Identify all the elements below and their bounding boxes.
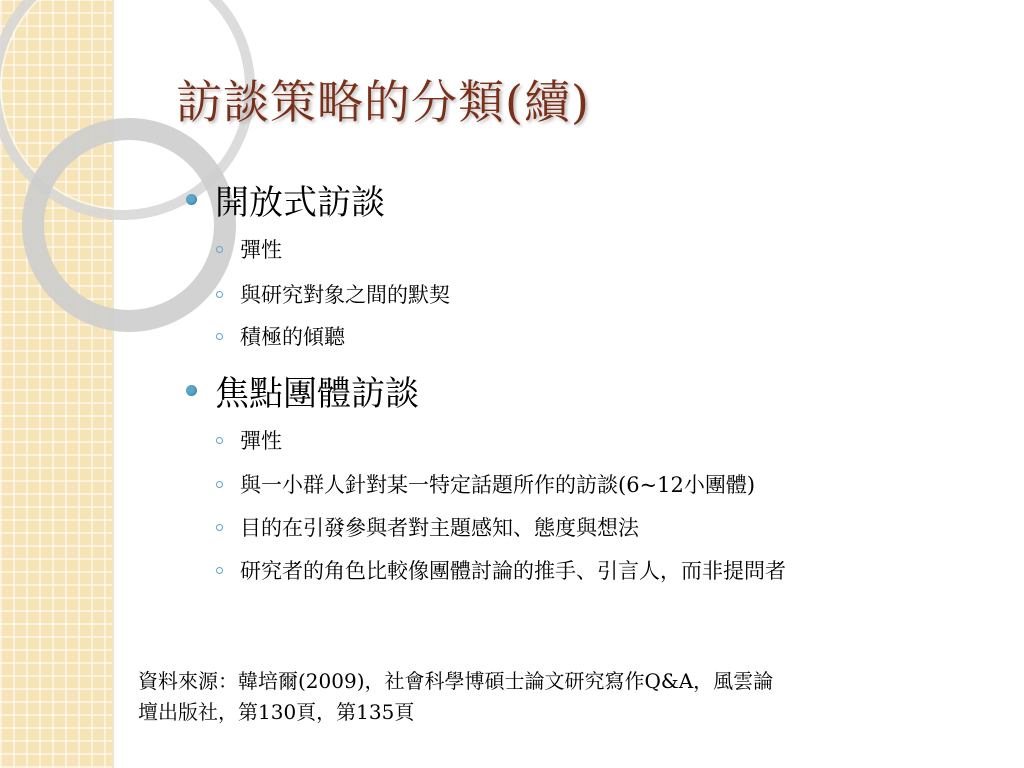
sub-bullet-item	[216, 555, 786, 585]
sub-bullet-item	[216, 234, 282, 264]
sub-bullet-text: 研究者的角色比較像團體討論的推手、引言人，而非提問者	[240, 559, 786, 583]
sub-bullet-item	[216, 425, 282, 455]
slide-title: 訪談策略的分類(續)	[176, 75, 590, 129]
decorative-sidebar	[0, 0, 114, 768]
sub-bullet-text: 目的在引發參與者對主題感知、態度與想法	[240, 516, 639, 540]
sub-bullet-text: 與一小群人針對某一特定話題所作的訪談(6~12小團體)	[240, 473, 756, 497]
sub-bullet-text: 與研究對象之間的默契	[240, 283, 450, 307]
sub-bullet-item	[216, 279, 450, 309]
sub-bullet-item	[216, 321, 345, 351]
sidebar-divider	[112, 0, 114, 768]
bullet-section-open-interview	[186, 175, 385, 224]
hollow-circle-bullet-icon	[216, 246, 223, 253]
hollow-circle-bullet-icon	[216, 333, 223, 340]
filled-circle-bullet-icon	[186, 194, 197, 205]
hollow-circle-bullet-icon	[216, 481, 223, 488]
bullet-section-focus-group	[186, 366, 419, 415]
section-heading: 焦點團體訪談	[215, 374, 419, 414]
sub-bullet-text: 積極的傾聽	[240, 325, 345, 349]
hollow-circle-bullet-icon	[216, 524, 223, 531]
sub-bullet-item	[216, 512, 639, 542]
sub-bullet-text: 彈性	[240, 238, 282, 262]
section-heading: 開放式訪談	[215, 183, 385, 223]
hollow-circle-bullet-icon	[216, 437, 223, 444]
hollow-circle-bullet-icon	[216, 291, 223, 298]
source-citation	[138, 666, 938, 728]
source-citation-line: 壇出版社，第130頁，第135頁	[138, 700, 415, 724]
filled-circle-bullet-icon	[186, 385, 197, 396]
sub-bullet-text: 彈性	[240, 429, 282, 453]
hollow-circle-bullet-icon	[216, 567, 223, 574]
sub-bullet-item	[216, 469, 755, 499]
source-citation-line: 資料來源：韓培爾(2009)，社會科學博碩士論文研究寫作Q&A，風雲論	[138, 669, 774, 693]
